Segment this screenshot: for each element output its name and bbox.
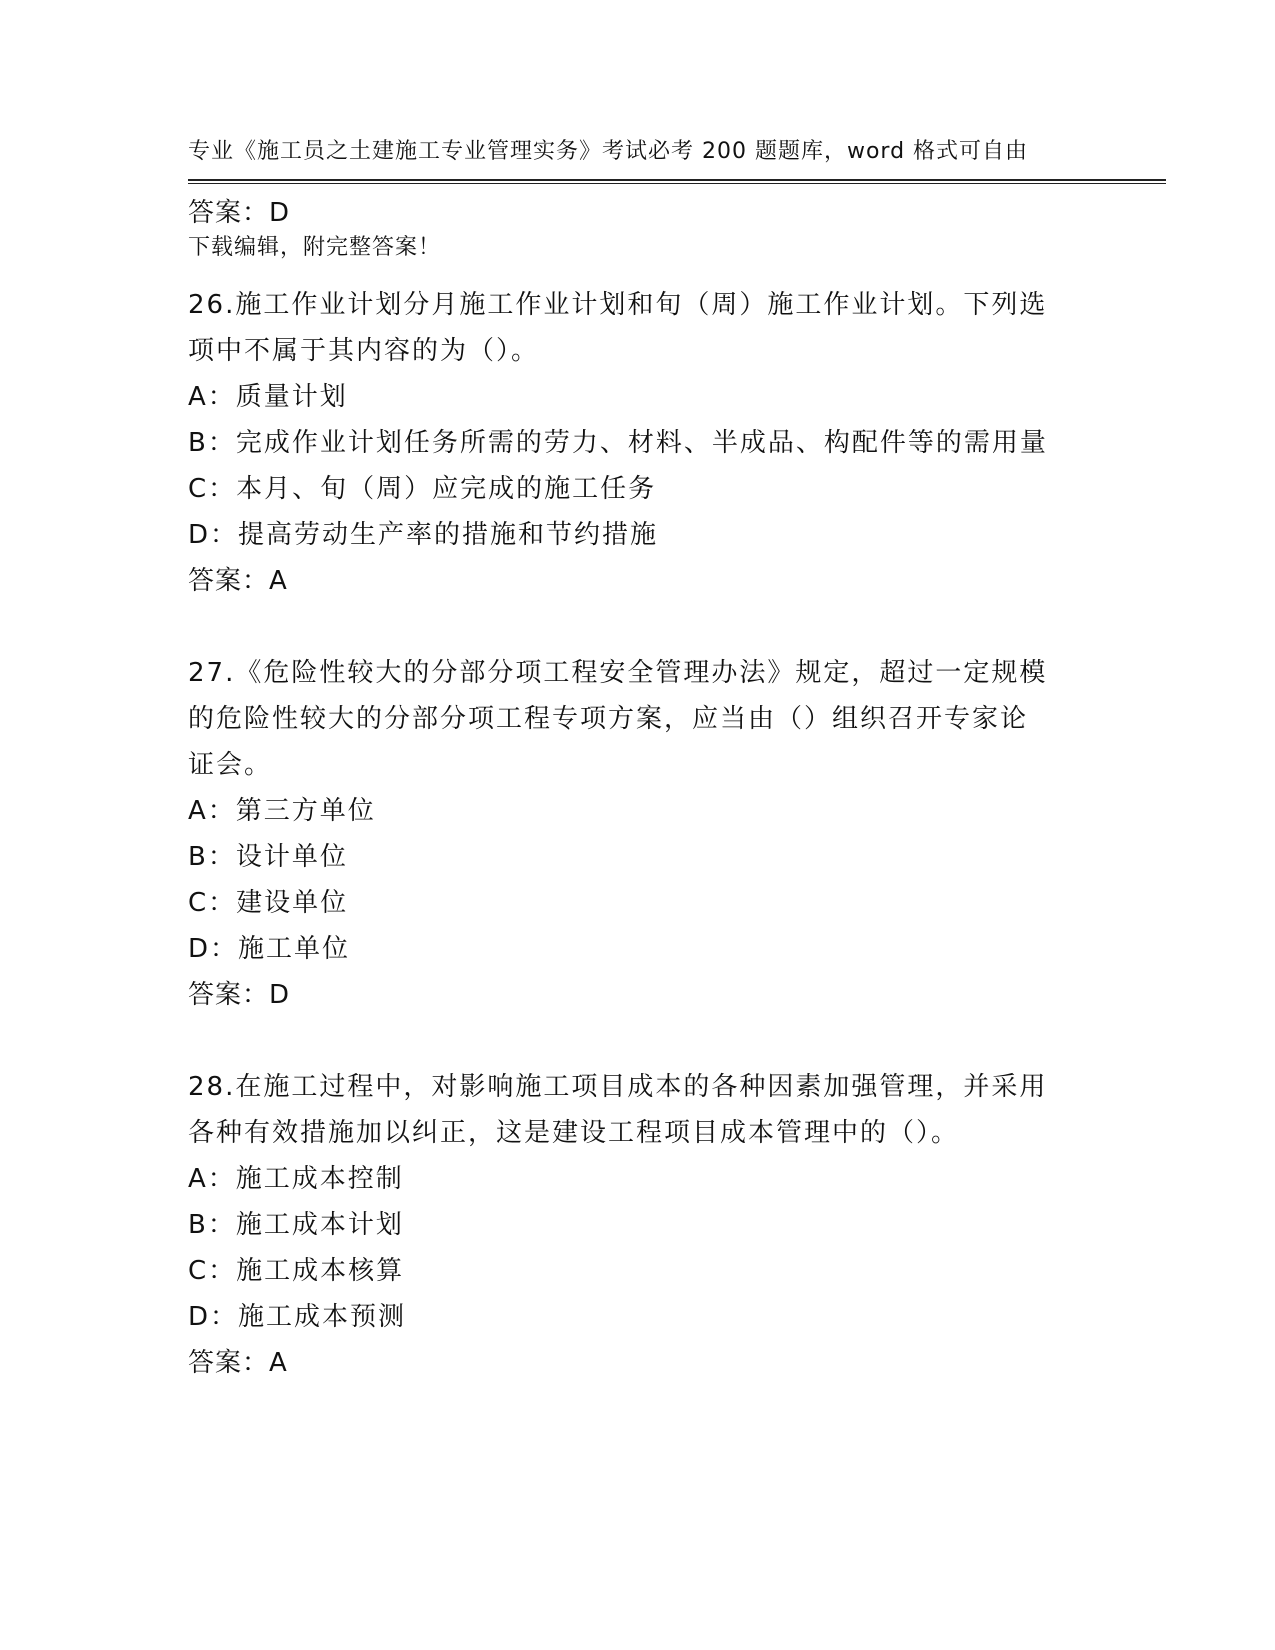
- question-stem: [188, 650, 1088, 788]
- option-b: B：施工成本计划: [188, 1210, 404, 1240]
- question-stem: [188, 282, 1088, 374]
- header-line-2: 下载编辑，附完整答案！: [188, 235, 442, 260]
- option-c: C：本月、旬（周）应完成的施工任务: [188, 474, 657, 504]
- option-a: A：第三方单位: [188, 796, 376, 826]
- question-28: [188, 1064, 1088, 1386]
- stem-line: 27.《危险性较大的分部分项工程安全管理办法》规定，超过一定规模: [188, 658, 1048, 688]
- stem-line: 各种有效措施加以纠正，这是建设工程项目成本管理中的（）。: [188, 1118, 960, 1148]
- option-d: D：施工成本预测: [188, 1302, 407, 1332]
- question-26: [188, 282, 1088, 604]
- option-d: D：施工单位: [188, 934, 351, 964]
- document-body: [188, 190, 1088, 1386]
- option-c: C：施工成本核算: [188, 1256, 405, 1286]
- question-stem: [188, 1064, 1088, 1156]
- option-a: A：施工成本控制: [188, 1164, 404, 1194]
- option-a: A：质量计划: [188, 382, 348, 412]
- answer: 答案：A: [188, 566, 288, 596]
- previous-answer: 答案：D: [188, 198, 291, 228]
- answer: 答案：A: [188, 1348, 288, 1378]
- question-27: [188, 650, 1088, 1018]
- stem-line: 的危险性较大的分部分项工程专项方案，应当由（）组织召开专家论: [188, 704, 1029, 734]
- option-d: D：提高劳动生产率的措施和节约措施: [188, 520, 659, 550]
- option-b: B：设计单位: [188, 842, 348, 872]
- header-divider: [188, 179, 1166, 184]
- header-line-1: 专业《施工员之土建施工专业管理实务》考试必考 200 题题库，word 格式可自由: [188, 139, 1029, 164]
- stem-line: 26.施工作业计划分月施工作业计划和旬（周）施工作业计划。下列选: [188, 290, 1048, 320]
- answer: 答案：D: [188, 980, 291, 1010]
- option-c: C：建设单位: [188, 888, 349, 918]
- option-b: B：完成作业计划任务所需的劳力、材料、半成品、构配件等的需用量: [188, 428, 1048, 458]
- stem-line: 项中不属于其内容的为（）。: [188, 336, 540, 366]
- stem-line: 证会。: [188, 750, 273, 780]
- stem-line: 28.在施工过程中，对影响施工项目成本的各种因素加强管理，并采用: [188, 1072, 1048, 1102]
